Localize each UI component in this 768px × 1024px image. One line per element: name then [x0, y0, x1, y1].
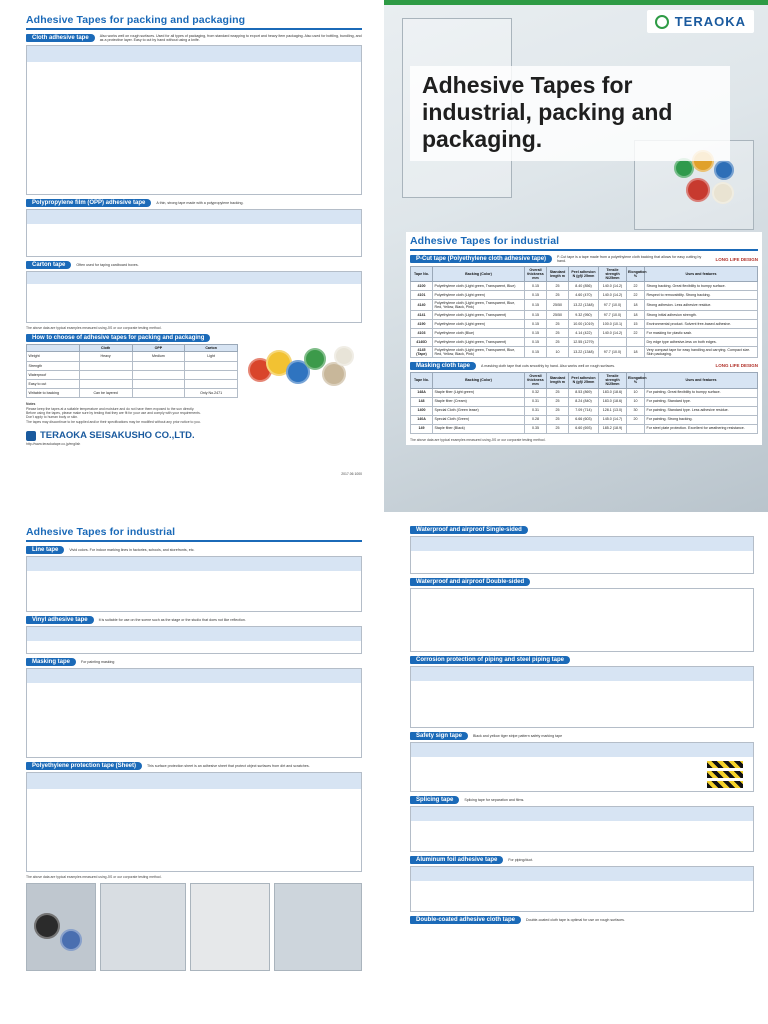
- table-cell: 7.09 (714): [569, 406, 599, 415]
- table-cell: Polyethylene cloth (Light green, Transparent, Blue, Red, Yellow, Black, Pink): [433, 347, 525, 358]
- table-placeholder-waterproof-double: [410, 588, 754, 652]
- table-placeholder-carton: [26, 271, 362, 323]
- table-cell: 18: [627, 300, 645, 311]
- long-life-badge: LONG LIFE DESIGN: [715, 363, 758, 369]
- table-cell: 25: [547, 388, 569, 397]
- table-cell: 22: [627, 329, 645, 338]
- table-cell: 22: [627, 291, 645, 300]
- table-header: Backing (Color): [433, 266, 525, 282]
- table-cell: 4.60 (470): [569, 291, 599, 300]
- table-cell: Staple fiber (Cream): [433, 397, 525, 406]
- product-photo: [274, 883, 362, 971]
- table-placeholder-masking: [26, 668, 362, 758]
- table-cell: Strong initial adhesion strength.: [645, 311, 758, 320]
- table-cell: Medium: [132, 352, 185, 361]
- table-header: Elongation %: [627, 372, 645, 388]
- section-label-double-coated: Double-coated adhesive cloth tape: [410, 916, 521, 924]
- long-life-badge: LONG LIFE DESIGN: [715, 256, 758, 262]
- page-top-left: [0, 0, 384, 512]
- section-header-cloth: [26, 34, 362, 43]
- table-cell: 10.00 (1019): [569, 320, 599, 329]
- section-header-safety-sign: [410, 732, 754, 740]
- page-bottom-left: [0, 512, 384, 1024]
- pcut-table: [410, 266, 758, 358]
- table-cell: [185, 370, 238, 379]
- table-cell: 6.60 (693): [569, 424, 599, 433]
- table-cell: 0.15: [525, 311, 547, 320]
- table-cell: 0.15: [525, 320, 547, 329]
- table-cell: 4140D: [411, 338, 433, 347]
- product-photo: [100, 883, 186, 971]
- table-header: Tensile strength N/25mm: [599, 372, 627, 388]
- masking-cloth-table: [410, 372, 758, 434]
- table-cell: 0.15: [525, 347, 547, 358]
- table-row: [411, 329, 758, 338]
- table-cell: For painting. Great flexibility to bumpy surface.: [645, 388, 758, 397]
- table-cell: [132, 379, 185, 388]
- footnote: The above data are typical examples measured using JIS or our corporate testing method.: [410, 437, 546, 442]
- cover-stripe: [384, 0, 768, 5]
- table-cell: Polyethylene cloth (Light green): [433, 320, 525, 329]
- table-cell: [627, 424, 645, 433]
- note-item: Please keep the tapes at a suitable temperature and moisture and do not have them exposed to the sun directly.: [26, 406, 195, 411]
- table-cell: Special Cloth (Green lease): [433, 406, 525, 415]
- table-cell: 0.15: [525, 282, 547, 291]
- table-cell: 8.24 (840): [569, 397, 599, 406]
- table-cell: 13.22 (1348): [569, 300, 599, 311]
- table-placeholder-aluminum: [410, 866, 754, 912]
- table-placeholder-line-tape: [26, 556, 362, 612]
- section-header-waterproof-single: [410, 526, 754, 534]
- table-cell: [132, 361, 185, 370]
- table-cell: Can be layered: [79, 389, 132, 398]
- table-cell: 25: [547, 320, 569, 329]
- page-top-right: [384, 0, 768, 512]
- table-cell: 97.7 (10.0): [599, 347, 627, 358]
- title-underline: [26, 28, 362, 30]
- table-cell: 4.14 (422): [569, 329, 599, 338]
- table-cell: Easy to cut: [27, 379, 80, 388]
- table-placeholder-cloth: [26, 45, 362, 195]
- section-label-line-tape: Line tape: [26, 546, 64, 554]
- table-row: [27, 379, 238, 388]
- brand-name: TERAOKA: [674, 14, 746, 29]
- table-cell: Strong adhesion. Less adhesive residue.: [645, 300, 758, 311]
- table-cell: Staple fiber (Black): [433, 424, 525, 433]
- company-name: TERAOKA SEISAKUSHO CO.,LTD.: [40, 430, 195, 442]
- section-header-line-tape: [26, 546, 362, 554]
- table-row: [411, 424, 758, 433]
- table-cell: Very compact tape for easy handling and carrying. Compact size. Skin packaging.: [645, 347, 758, 358]
- table-cell: Heavy: [79, 352, 132, 361]
- table-row: [411, 320, 758, 329]
- table-row: [411, 347, 758, 358]
- table-cell: Polyethylene cloth (Blue): [433, 329, 525, 338]
- table-cell: Strong backing. Great flexibility to bumpy surface.: [645, 282, 758, 291]
- section-label-vinyl: Vinyl adhesive tape: [26, 616, 94, 624]
- table-cell: Polyethylene cloth (Light green, Transparent, Blue, Red, Yellow, Black, Pink): [433, 300, 525, 311]
- table-cell: 0.28: [525, 415, 547, 424]
- table-cell: 18: [627, 311, 645, 320]
- stripe-swatch: [707, 761, 743, 768]
- section-note-vinyl: It is suitable for use on the scene such as the stage or the studio that does not like reflection.: [98, 617, 246, 622]
- brand-logo: [647, 10, 754, 33]
- table-row: [411, 300, 758, 311]
- section-label-waterproof-single: Waterproof and airproof Single-sided: [410, 526, 528, 534]
- table-cell: 0.32: [525, 388, 547, 397]
- table-placeholder-waterproof-single: [410, 536, 754, 574]
- table-cell: 20: [627, 415, 645, 424]
- section-label-cloth: Cloth adhesive tape: [26, 34, 95, 42]
- note-item: Before using the tapes, please make sure by testing that they are fit for your use and comply with your requirements.: [26, 411, 201, 416]
- table-row: [411, 397, 758, 406]
- section-header-aluminum: [410, 856, 754, 864]
- tape-roll: [686, 178, 710, 202]
- table-cell: Polyethylene cloth (Light green, Transparent, Blue): [433, 282, 525, 291]
- table-header: Standard length m: [547, 266, 569, 282]
- table-cell: For steel plate protection. Excellent for weathering resistance.: [645, 424, 758, 433]
- table-row: [411, 291, 758, 300]
- table-header: Uses and features: [645, 266, 758, 282]
- table-cell: 183.0 (18.6): [599, 388, 627, 397]
- section-header-carton: [26, 261, 362, 269]
- section-header-pcut: [410, 255, 758, 264]
- table-row: [27, 389, 238, 398]
- section-label-aluminum: Aluminum foil adhesive tape: [410, 856, 503, 864]
- section-label-waterproof-double: Waterproof and airproof Double-sided: [410, 578, 530, 586]
- industrial-section: [406, 232, 762, 445]
- table-cell: 25: [547, 338, 569, 347]
- note-item: The tapes may discontinue to be supplied and/or their specifications may be modified without any prior notice to you.: [26, 419, 201, 424]
- section-label-masking-cloth: Masking cloth tape: [410, 362, 476, 370]
- section-header-vinyl: [26, 616, 362, 624]
- table-cell: [132, 389, 185, 398]
- table-cell: 4101: [411, 291, 433, 300]
- table-cell: For painting. Strong backing.: [645, 415, 758, 424]
- table-cell: 25/50: [547, 311, 569, 320]
- table-cell: 25: [547, 291, 569, 300]
- table-row: [27, 352, 238, 361]
- table-header: Cloth: [79, 345, 132, 352]
- table-placeholder-splicing: [410, 806, 754, 852]
- section-header-masking: [26, 658, 362, 666]
- section-note-opp: A thin, strong tape made with a polypropylene backing.: [156, 200, 244, 205]
- section-note-masking-cloth: A masking cloth tape that cuts smoothly by hand. Also works well on rough surfaces.: [481, 363, 616, 368]
- how-to-choose-table: [26, 344, 238, 398]
- table-row: [411, 338, 758, 347]
- table-cell: For painting. Standard type. Less adhesive residue.: [645, 406, 758, 415]
- tape-roll: [334, 346, 354, 366]
- section-header-splicing: [410, 796, 754, 804]
- table-cell: 10: [547, 347, 569, 358]
- section-note-line-tape: Vivid colors. For indoor marking lines in factories, schools, and storefronts, etc.: [69, 547, 195, 552]
- section-label-opp: Polypropylene film (OPP) adhesive tape: [26, 199, 151, 207]
- table-cell: For painting. Standard type.: [645, 397, 758, 406]
- table-row: [411, 415, 758, 424]
- table-cell: 9.32 (950): [569, 311, 599, 320]
- section-header-corrosion: [410, 656, 754, 664]
- table-cell: [132, 370, 185, 379]
- table-cell: Writable to backing: [27, 389, 80, 398]
- section-label-how-to-choose: How to choose of adhesive tapes for packing and packaging: [26, 334, 210, 342]
- table-row: [27, 370, 238, 379]
- table-header: Standard length m: [547, 372, 569, 388]
- section-header-waterproof-double: [410, 578, 754, 586]
- section-header-opp: [26, 199, 362, 207]
- table-cell: 25: [547, 424, 569, 433]
- table-cell: 97.7 (10.0): [599, 311, 627, 320]
- table-placeholder-opp: [26, 209, 362, 257]
- table-cell: 148A: [411, 388, 433, 397]
- table-cell: Weight: [27, 352, 80, 361]
- table-header: Tensile strength N/25mm: [599, 266, 627, 282]
- page-title: Adhesive Tapes for industrial: [26, 526, 176, 538]
- table-cell: 8.53 (869): [569, 388, 599, 397]
- table-cell: For masking for plastic sash.: [645, 329, 758, 338]
- section-label-safety-sign: Safety sign tape: [410, 732, 468, 740]
- footnote: The above data are typical examples measured using JIS or our corporate testing method.: [26, 325, 162, 330]
- table-cell: Light: [185, 352, 238, 361]
- stripe-swatch: [707, 781, 743, 788]
- table-cell: 4145 (Tape): [411, 347, 433, 358]
- table-cell: Polyethylene cloth (Light green, Transparent): [433, 338, 525, 347]
- section-header-masking-cloth: [410, 362, 758, 370]
- tape-roll: [712, 182, 734, 204]
- table-header: Overall thickness mm: [525, 372, 547, 388]
- section-label-polyethylene-protection: Polyethylene protection tape (Sheet): [26, 762, 142, 770]
- table-cell: 148: [411, 397, 433, 406]
- table-header: OPP: [132, 345, 185, 352]
- table-cell: 4103: [411, 329, 433, 338]
- table-cell: 145.0 (14.7): [599, 415, 627, 424]
- table-cell: 30: [627, 406, 645, 415]
- table-cell: [79, 370, 132, 379]
- section-note-carton: Often used for taping cardboard boxes.: [76, 262, 139, 267]
- cover-title: Adhesive Tapes for industrial, packing and packaging.: [410, 66, 730, 161]
- table-cell: 0.31: [525, 397, 547, 406]
- table-header: [27, 345, 80, 352]
- table-header: Peel adhesion N (gf)/ 25mm: [569, 372, 599, 388]
- how-to-choose-area: [26, 344, 362, 398]
- table-cell: 4140: [411, 300, 433, 311]
- table-cell: 0.35: [525, 424, 547, 433]
- table-cell: Polyethylene cloth (Light green): [433, 291, 525, 300]
- table-cell: [79, 361, 132, 370]
- page-title: Adhesive Tapes for packing and packaging: [26, 14, 246, 26]
- title-underline: [410, 249, 758, 251]
- table-cell: 100.0 (10.1): [599, 320, 627, 329]
- notes-title: Notes: [26, 402, 36, 407]
- table-cell: Staple fiber (Light green): [433, 388, 525, 397]
- table-cell: Waterproof: [27, 370, 80, 379]
- table-placeholder-corrosion: [410, 666, 754, 728]
- brand-mark-icon: [655, 15, 669, 29]
- table-cell: 140A: [411, 415, 433, 424]
- product-photo: [190, 883, 270, 971]
- table-header: Tape No.: [411, 266, 433, 282]
- note-item: Don't apply to human body or skin.: [26, 415, 79, 420]
- table-cell: [599, 338, 627, 347]
- notes-block: [26, 402, 362, 424]
- section-note-polyethylene-protection: This surface protection sheet is an adhesive sheet that protect object surfaces from dirt and scratches.: [147, 763, 310, 768]
- page-code: 2017.06 1000: [341, 472, 362, 477]
- table-header: Peel adhesion N (gf)/ 25mm: [569, 266, 599, 282]
- table-header: Uses and features: [645, 372, 758, 388]
- table-cell: 0.15: [525, 329, 547, 338]
- table-cell: 140.0 (14.2): [599, 291, 627, 300]
- table-placeholder-safety-sign: [410, 742, 754, 792]
- table-cell: 0.15: [525, 338, 547, 347]
- table-cell: 12.55 (1279): [569, 338, 599, 347]
- section-note-double-coated: Double-coated cloth tape is optimal for use on rough surfaces.: [526, 917, 625, 922]
- table-row: [411, 282, 758, 291]
- table-cell: 13.22 (1348): [569, 347, 599, 358]
- table-cell: [627, 338, 645, 347]
- table-cell: 18: [627, 347, 645, 358]
- company-logo-icon: [26, 431, 36, 441]
- table-cell: 149: [411, 424, 433, 433]
- section-header-double-coated: [410, 916, 754, 924]
- page-bottom-right: [384, 512, 768, 1024]
- table-cell: Strength: [27, 361, 80, 370]
- tape-roll: [674, 158, 694, 178]
- tape-roll: [714, 160, 734, 180]
- stripe-swatch: [707, 771, 743, 778]
- section-label-carton: Carton tape: [26, 261, 71, 269]
- table-cell: 25: [547, 282, 569, 291]
- table-cell: Dry edge type adhesive-less on both edges.: [645, 338, 758, 347]
- table-cell: [185, 361, 238, 370]
- company-url[interactable]: http://www.teraokatape.co.jp/english: [26, 442, 81, 447]
- company-block: [26, 430, 362, 441]
- table-cell: 25: [547, 415, 569, 424]
- section-label-splicing: Splicing tape: [410, 796, 459, 804]
- table-cell: Polyethylene cloth (Light green, Transparent): [433, 311, 525, 320]
- table-cell: 0.31: [525, 406, 547, 415]
- section-label-masking: Masking tape: [26, 658, 76, 666]
- table-header: Tape No.: [411, 372, 433, 388]
- section-header-how-to-choose: [26, 334, 362, 342]
- table-cell: 6.66 (603): [569, 415, 599, 424]
- table-cell: Only No.2471: [185, 389, 238, 398]
- table-header: Overall thickness mm: [525, 266, 547, 282]
- footnote: The above data are typical examples measured using JIS or our corporate testing method.: [26, 875, 162, 879]
- table-header: Carton: [185, 345, 238, 352]
- table-cell: 0.15: [525, 291, 547, 300]
- section-note-splicing: Splicing tape for separation and films.: [464, 797, 525, 802]
- table-cell: Respect to removability. Strong backing.: [645, 291, 758, 300]
- product-photos: [26, 883, 362, 975]
- table-placeholder-polyethylene-protection: [26, 772, 362, 872]
- table-cell: Environmental product. Solvent free-based adhesive.: [645, 320, 758, 329]
- section-note-safety-sign: Black and yellow tiger stripe pattern safety marking tape: [473, 733, 563, 738]
- table-cell: 8.40 (856): [569, 282, 599, 291]
- section-header-polyethylene-protection: [26, 762, 362, 770]
- table-row: [27, 361, 238, 370]
- table-cell: 140.0 (14.2): [599, 329, 627, 338]
- table-cell: 185.2 (18.9): [599, 424, 627, 433]
- table-row: [411, 406, 758, 415]
- table-row: [411, 311, 758, 320]
- table-cell: Special Cloth (Green): [433, 415, 525, 424]
- table-cell: 183.0 (18.6): [599, 397, 627, 406]
- table-cell: 25: [547, 397, 569, 406]
- tape-rolls-photo: [246, 344, 356, 398]
- table-cell: 128.1 (13.0): [599, 406, 627, 415]
- table-cell: 15: [627, 320, 645, 329]
- table-cell: [185, 379, 238, 388]
- table-cell: 140.0 (14.2): [599, 282, 627, 291]
- section-note-cloth: Also works well on rough surfaces. Used for all types of packaging, from standard wrapping to export and heavy item packaging. Also used for bottling, bundling, and as a protective layer. Easy to cut by hand without using a knife.: [99, 34, 362, 43]
- table-row: [411, 388, 758, 397]
- table-cell: 22: [627, 282, 645, 291]
- table-cell: 10: [627, 388, 645, 397]
- table-cell: 4190: [411, 320, 433, 329]
- section-label-corrosion: Corrosion protection of piping and steel piping tape: [410, 656, 570, 664]
- table-cell: 10: [627, 397, 645, 406]
- section-note-masking: For painting masking: [81, 659, 115, 664]
- table-cell: 25/50: [547, 300, 569, 311]
- section-label-pcut: P-Cut tape (Polyethylene cloth adhesive tape): [410, 255, 552, 263]
- table-cell: 25: [547, 406, 569, 415]
- table-cell: [79, 379, 132, 388]
- table-header: Backing (Color): [433, 372, 525, 388]
- table-cell: 4100: [411, 282, 433, 291]
- section-title: Adhesive Tapes for industrial: [410, 235, 560, 247]
- title-underline: [26, 540, 362, 542]
- table-header: Elongation %: [627, 266, 645, 282]
- table-placeholder-vinyl: [26, 626, 362, 654]
- table-cell: 25: [547, 329, 569, 338]
- section-note-aluminum: For piping/duct.: [508, 857, 534, 862]
- table-cell: 0.15: [525, 300, 547, 311]
- table-cell: 97.7 (10.0): [599, 300, 627, 311]
- section-note-pcut: P-Cut tape is a tape made from a polyethylene cloth backing that allows for easy cutting by hand.: [557, 255, 702, 264]
- table-cell: 4141: [411, 311, 433, 320]
- table-cell: 1400: [411, 406, 433, 415]
